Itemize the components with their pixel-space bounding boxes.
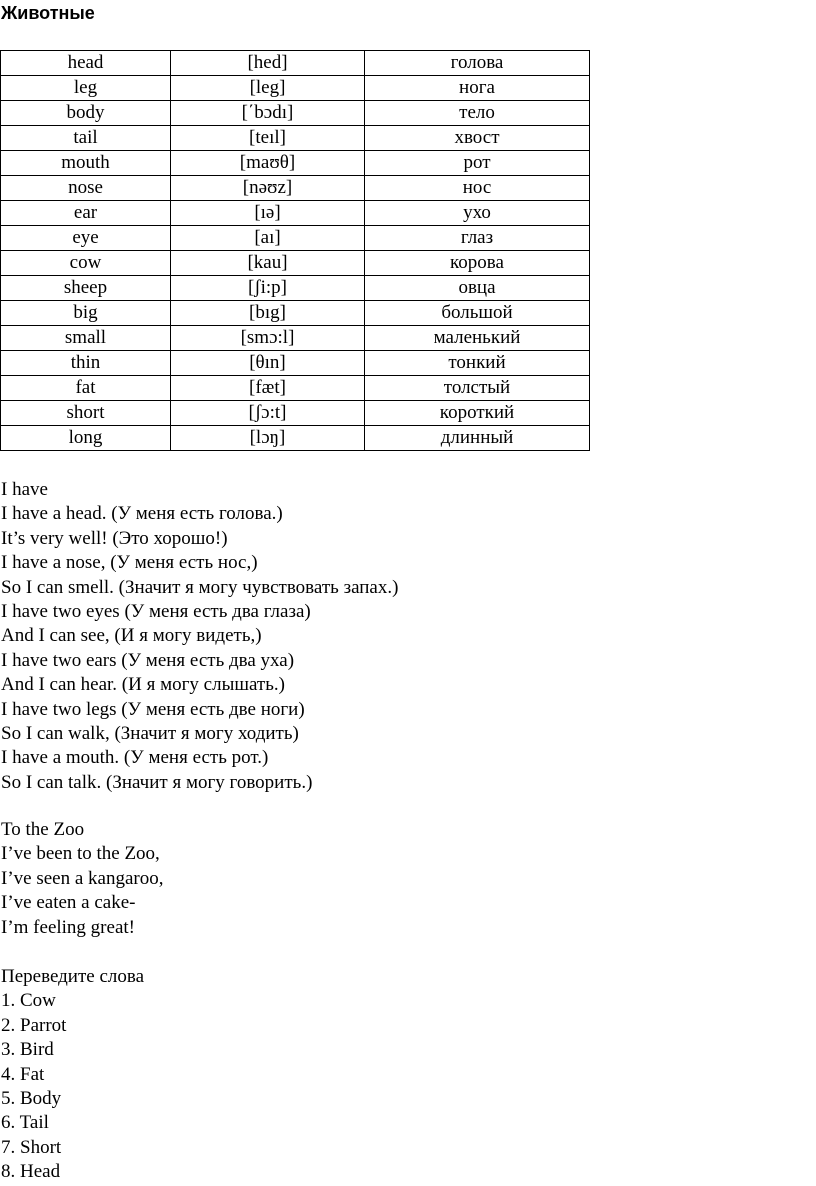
english-word: tail	[1, 126, 171, 151]
transcription: [teıl]	[171, 126, 365, 151]
english-word: sheep	[1, 276, 171, 301]
transcription: [lɔŋ]	[171, 426, 365, 451]
english-word: ear	[1, 201, 171, 226]
russian-translation: глаз	[365, 226, 590, 251]
transcription: [ıə]	[171, 201, 365, 226]
translation-exercise	[1, 965, 144, 1185]
russian-translation: длинный	[365, 426, 590, 451]
russian-translation: рот	[365, 151, 590, 176]
list-item: 8. Head	[1, 1161, 61, 1183]
poem-line: I have	[1, 479, 48, 500]
vocabulary-table	[0, 50, 590, 451]
poem-line: It’s very well! (Это хорошо!)	[1, 527, 228, 549]
poem-line: I’ve been to the Zoo,	[1, 843, 160, 865]
transcription: [θın]	[171, 351, 365, 376]
list-item: 2. Parrot	[1, 1014, 67, 1036]
list-item: 1. Cow	[1, 990, 56, 1012]
transcription: [leg]	[171, 76, 365, 101]
english-word: nose	[1, 176, 171, 201]
poem-line: I’ve eaten a cake-	[1, 892, 136, 914]
poem-line: I have two eyes (У меня есть два глаза)	[1, 600, 311, 622]
english-word: big	[1, 301, 171, 326]
poem-line: I’m feeling great!	[1, 916, 135, 938]
list-item: 3. Bird	[1, 1039, 54, 1061]
poem-line: I have two ears (У меня есть два уха)	[1, 649, 295, 671]
russian-translation: большой	[365, 301, 590, 326]
poem-line: I have a head. (У меня есть голова.)	[1, 503, 283, 525]
russian-translation: ухо	[365, 201, 590, 226]
russian-translation: тело	[365, 101, 590, 126]
transcription: [ʃi:p]	[171, 276, 365, 301]
transcription: [aı]	[171, 226, 365, 251]
russian-translation: короткий	[365, 401, 590, 426]
transcription: [hed]	[171, 51, 365, 76]
poem-line: I have a mouth. (У меня есть рот.)	[1, 747, 269, 769]
table-row	[1, 426, 590, 451]
list-item: 7. Short	[1, 1136, 62, 1158]
english-word: small	[1, 326, 171, 351]
table-row	[1, 226, 590, 251]
table-row	[1, 301, 590, 326]
russian-translation: голова	[365, 51, 590, 76]
list-item: 5. Body	[1, 1087, 62, 1109]
english-word: leg	[1, 76, 171, 101]
english-word: short	[1, 401, 171, 426]
transcription: [ʃɔ:t]	[171, 401, 365, 426]
transcription: [smɔ:l]	[171, 326, 365, 351]
russian-translation: нога	[365, 76, 590, 101]
poem-line: So I can talk. (Значит я могу говорить.)	[1, 771, 313, 793]
poem-i-have	[1, 478, 398, 795]
transcription: [΄bɔdı]	[171, 101, 365, 126]
poem-line: To the Zoo	[1, 819, 85, 840]
table-row	[1, 201, 590, 226]
russian-translation: корова	[365, 251, 590, 276]
exercise-heading: Переведите слова	[1, 966, 145, 987]
poem-line: And I can see, (И я могу видеть,)	[1, 625, 262, 647]
table-row	[1, 351, 590, 376]
poem-line: So I can smell. (Значит я могу чувствовать запах.)	[1, 576, 399, 598]
transcription: [nəʊz]	[171, 176, 365, 201]
transcription: [bıg]	[171, 301, 365, 326]
table-row	[1, 251, 590, 276]
table-row	[1, 276, 590, 301]
russian-translation: маленький	[365, 326, 590, 351]
english-word: long	[1, 426, 171, 451]
russian-translation: тонкий	[365, 351, 590, 376]
transcription: [maʊθ]	[171, 151, 365, 176]
english-word: eye	[1, 226, 171, 251]
english-word: body	[1, 101, 171, 126]
table-row	[1, 76, 590, 101]
table-row	[1, 176, 590, 201]
russian-translation: толстый	[365, 376, 590, 401]
english-word: head	[1, 51, 171, 76]
list-item: 6. Tail	[1, 1112, 49, 1134]
russian-translation: нос	[365, 176, 590, 201]
english-word: thin	[1, 351, 171, 376]
page-title: Животные	[1, 3, 95, 23]
table-row	[1, 326, 590, 351]
transcription: [fæt]	[171, 376, 365, 401]
transcription: [kau]	[171, 251, 365, 276]
table-row	[1, 151, 590, 176]
list-item: 4. Fat	[1, 1063, 45, 1085]
table-row	[1, 401, 590, 426]
poem-line: So I can walk, (Значит я могу ходить)	[1, 722, 299, 744]
russian-translation: хвост	[365, 126, 590, 151]
poem-line: I’ve seen a kangaroo,	[1, 867, 164, 889]
english-word: fat	[1, 376, 171, 401]
table-row	[1, 101, 590, 126]
english-word: mouth	[1, 151, 171, 176]
table-row	[1, 376, 590, 401]
russian-translation: овца	[365, 276, 590, 301]
poem-line: And I can hear. (И я могу слышать.)	[1, 674, 285, 696]
table-row	[1, 51, 590, 76]
table-row	[1, 126, 590, 151]
poem-line: I have a nose, (У меня есть нос,)	[1, 552, 258, 574]
poem-to-the-zoo	[1, 818, 163, 940]
poem-line: I have two legs (У меня есть две ноги)	[1, 698, 305, 720]
english-word: cow	[1, 251, 171, 276]
